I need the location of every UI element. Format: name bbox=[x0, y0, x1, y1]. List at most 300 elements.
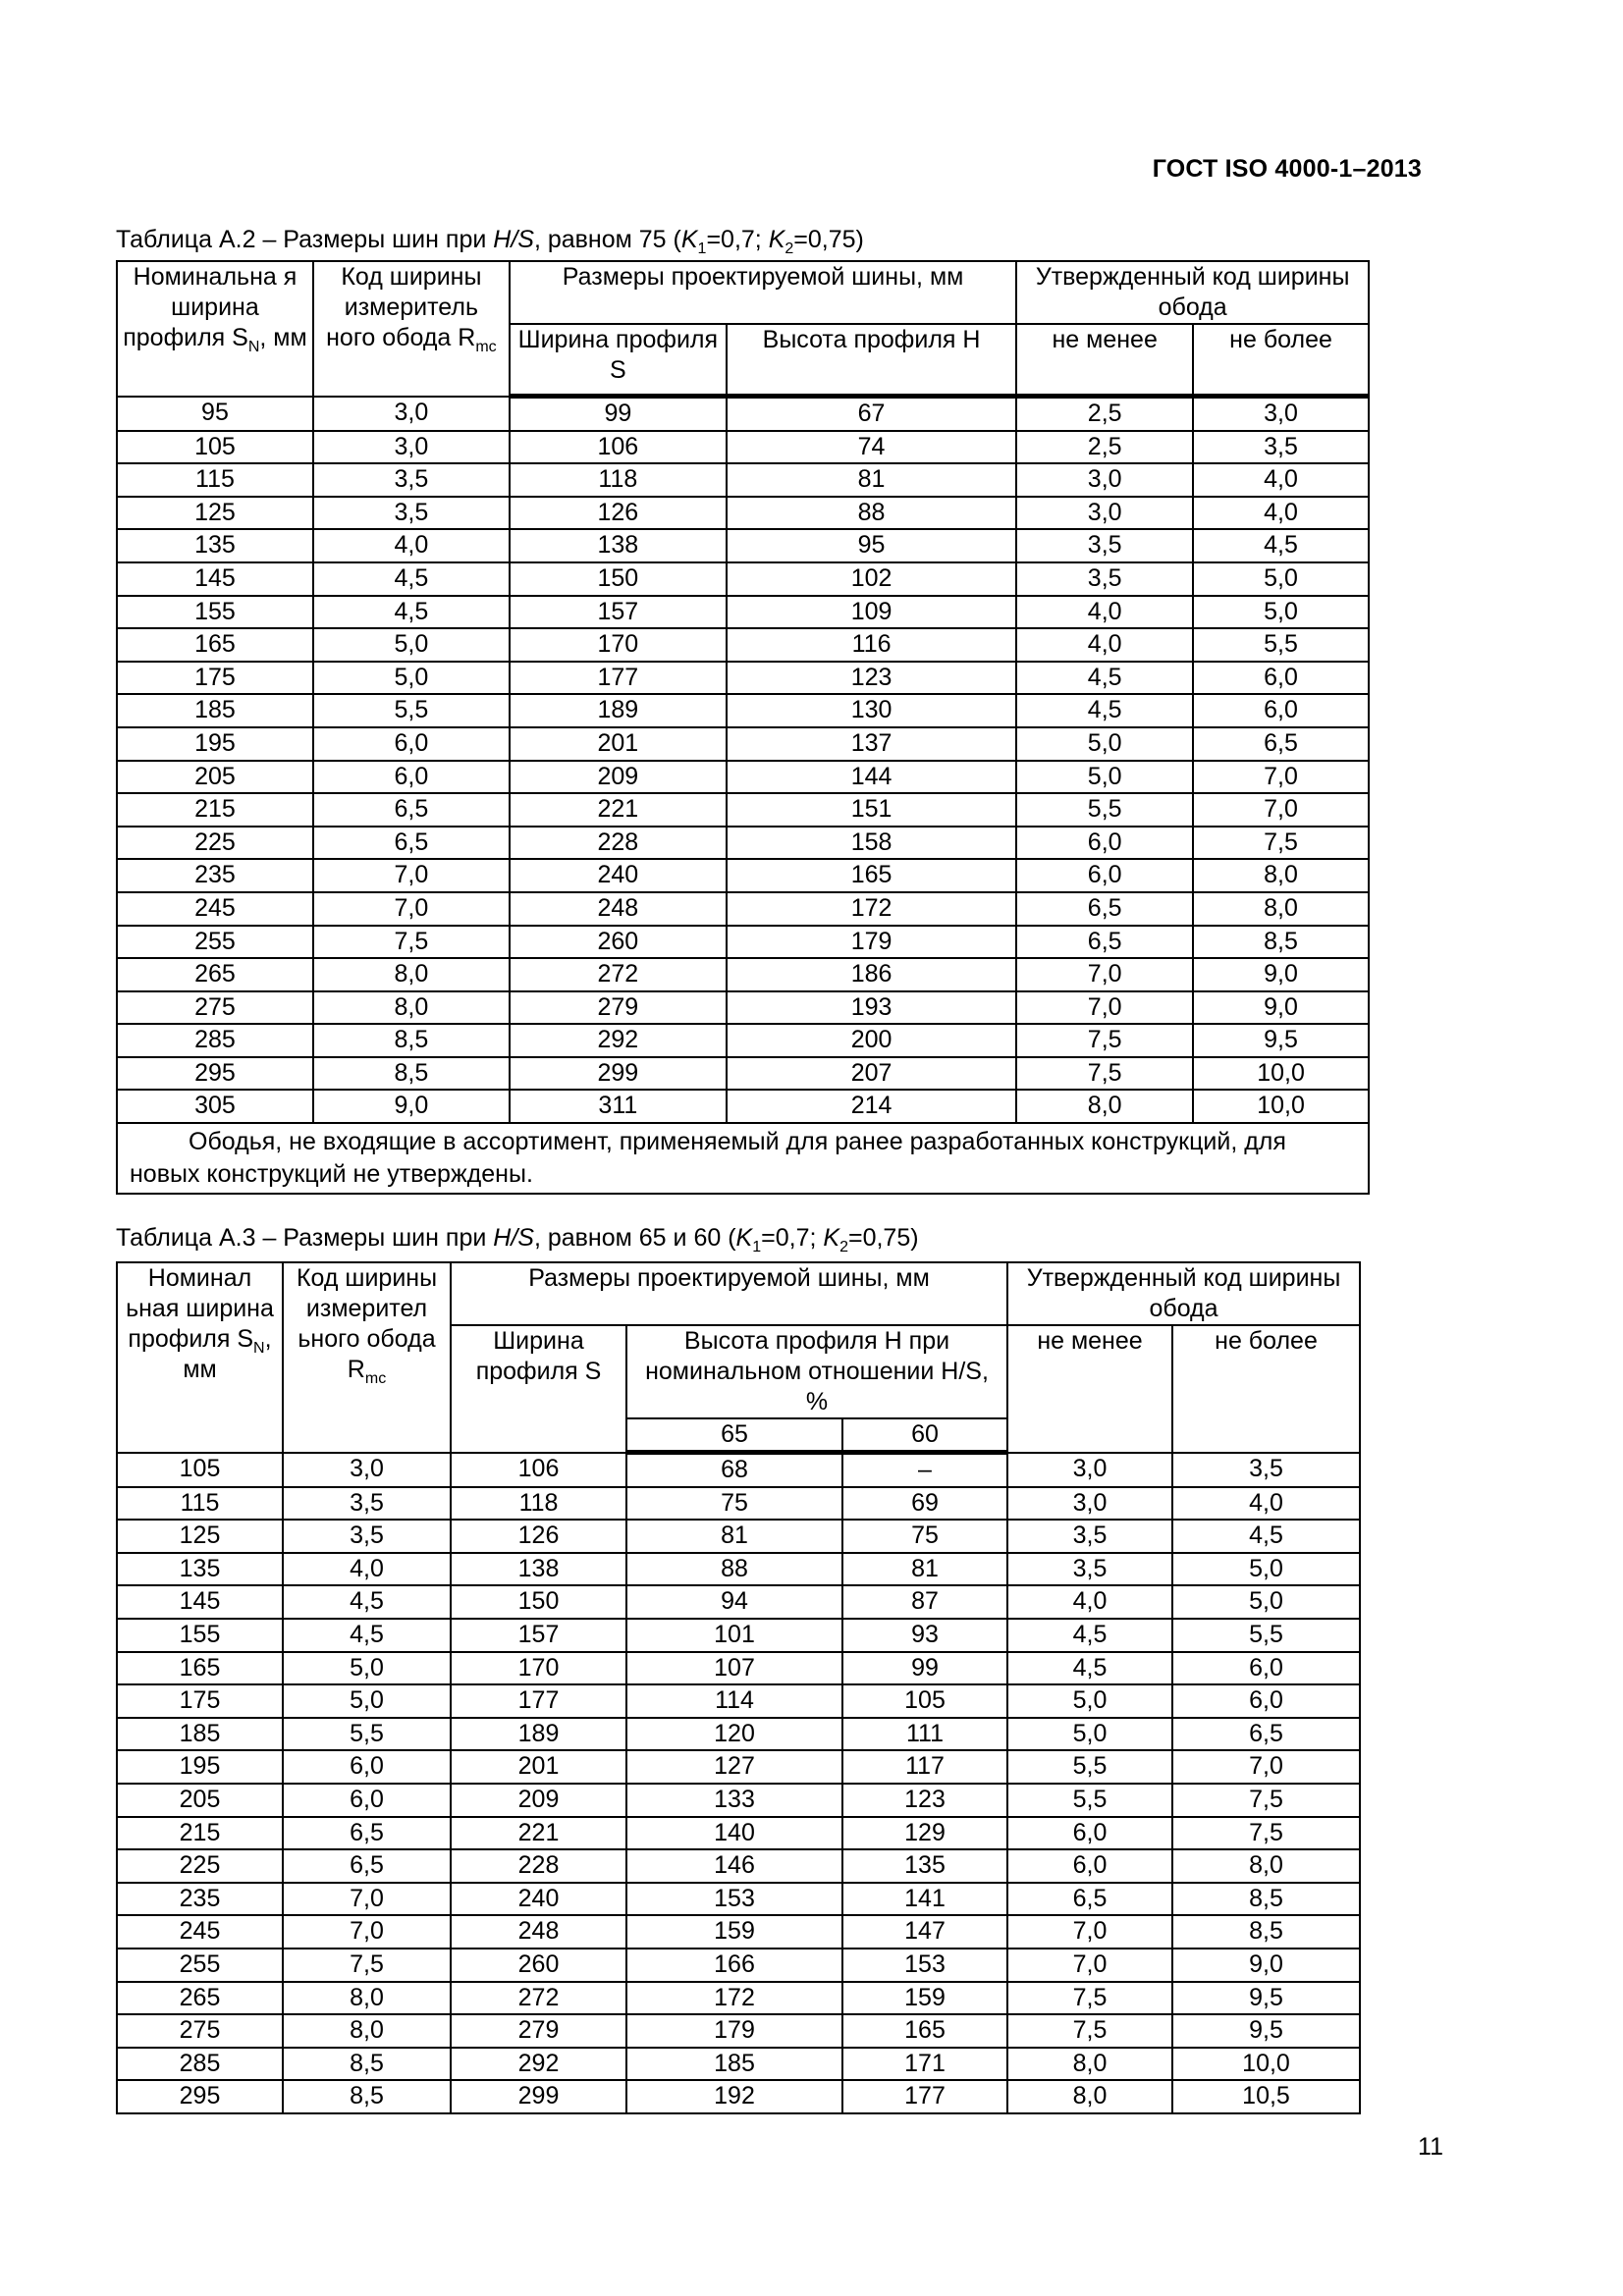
table-cell: 9,0 bbox=[1193, 958, 1369, 991]
table-cell: 5,0 bbox=[1007, 1684, 1172, 1718]
table-cell: 99 bbox=[510, 397, 727, 431]
table-cell: 7,0 bbox=[1193, 761, 1369, 794]
table-row bbox=[117, 926, 1369, 959]
table-row bbox=[117, 1057, 1369, 1091]
table-cell: 87 bbox=[842, 1585, 1007, 1619]
table-row bbox=[117, 958, 1369, 991]
table-cell: 8,0 bbox=[313, 958, 510, 991]
table-cell: 3,5 bbox=[313, 497, 510, 530]
table-cell: 7,5 bbox=[1007, 1982, 1172, 2015]
table-cell: 5,0 bbox=[313, 662, 510, 695]
table-cell: 67 bbox=[727, 397, 1016, 431]
table-row bbox=[117, 827, 1369, 860]
table-cell: 6,5 bbox=[313, 793, 510, 827]
table-cell: 195 bbox=[117, 1750, 283, 1784]
table-row bbox=[117, 1883, 1360, 1916]
table-row bbox=[117, 431, 1369, 464]
table-cell: 101 bbox=[626, 1619, 842, 1652]
table-cell: 3,0 bbox=[313, 397, 510, 431]
table-cell: 81 bbox=[626, 1520, 842, 1553]
table-cell: 145 bbox=[117, 562, 313, 596]
table-cell: 4,0 bbox=[1172, 1487, 1360, 1521]
table-cell: 235 bbox=[117, 859, 313, 892]
table-cell: 150 bbox=[451, 1585, 626, 1619]
table-cell: 6,0 bbox=[1007, 1849, 1172, 1883]
table-cell: 205 bbox=[117, 1784, 283, 1817]
table-cell: 145 bbox=[117, 1585, 283, 1619]
table-row bbox=[117, 1619, 1360, 1652]
table-cell: 10,0 bbox=[1172, 2048, 1360, 2081]
document-header: ГОСТ ISO 4000-1–2013 bbox=[1152, 155, 1422, 183]
header-design-tire: Размеры проектируемой шины, мм bbox=[510, 261, 1016, 324]
table-cell: 201 bbox=[510, 727, 727, 761]
table-cell: 94 bbox=[626, 1585, 842, 1619]
table-row bbox=[117, 1585, 1360, 1619]
table-cell: 228 bbox=[451, 1849, 626, 1883]
table-cell: 114 bbox=[626, 1684, 842, 1718]
table-cell: 7,5 bbox=[283, 1949, 451, 1982]
table-cell: 99 bbox=[842, 1652, 1007, 1685]
table-cell: 88 bbox=[727, 497, 1016, 530]
table-cell: 123 bbox=[842, 1784, 1007, 1817]
table-cell: 5,5 bbox=[1016, 793, 1193, 827]
table-cell: 170 bbox=[510, 628, 727, 662]
table-cell: 175 bbox=[117, 1684, 283, 1718]
table-cell: 166 bbox=[626, 1949, 842, 1982]
table-cell: 107 bbox=[626, 1652, 842, 1685]
table-cell: 7,0 bbox=[1193, 793, 1369, 827]
table-cell: 185 bbox=[117, 694, 313, 727]
table-cell: 165 bbox=[727, 859, 1016, 892]
table-cell: 205 bbox=[117, 761, 313, 794]
table-cell: 6,0 bbox=[1016, 859, 1193, 892]
table-cell: 146 bbox=[626, 1849, 842, 1883]
table-row bbox=[117, 397, 1369, 431]
table-cell: 138 bbox=[451, 1553, 626, 1586]
table-cell: 5,0 bbox=[283, 1684, 451, 1718]
table-cell: 179 bbox=[626, 2014, 842, 2048]
table-cell: 305 bbox=[117, 1090, 313, 1123]
table-cell: 295 bbox=[117, 2080, 283, 2113]
table-cell: 8,5 bbox=[313, 1057, 510, 1091]
table-cell: 4,5 bbox=[313, 596, 510, 629]
header-nominal-width: Номинальна я ширина профиля $S_N$, мм bbox=[117, 261, 313, 397]
table-cell: 8,0 bbox=[313, 991, 510, 1025]
table-cell: 7,0 bbox=[313, 892, 510, 926]
table-a2 bbox=[116, 260, 1370, 1195]
table-a3 bbox=[116, 1261, 1361, 2114]
table-cell: 7,5 bbox=[1016, 1024, 1193, 1057]
table-cell: 6,0 bbox=[1016, 827, 1193, 860]
table-cell: 74 bbox=[727, 431, 1016, 464]
table-row bbox=[117, 1090, 1369, 1123]
table-cell: 255 bbox=[117, 926, 313, 959]
table-cell: 4,0 bbox=[313, 529, 510, 562]
table-cell: 9,0 bbox=[313, 1090, 510, 1123]
table-cell: 10,0 bbox=[1193, 1057, 1369, 1091]
table-cell: 106 bbox=[451, 1453, 626, 1487]
table-cell: 3,0 bbox=[1016, 463, 1193, 497]
table-cell: 4,5 bbox=[1016, 694, 1193, 727]
table-cell: 135 bbox=[117, 1553, 283, 1586]
table-cell: 8,0 bbox=[283, 1982, 451, 2015]
table-cell: 292 bbox=[510, 1024, 727, 1057]
table-cell: 95 bbox=[727, 529, 1016, 562]
table-row bbox=[117, 2048, 1360, 2081]
table-cell: 5,0 bbox=[313, 628, 510, 662]
table-cell: 6,5 bbox=[283, 1849, 451, 1883]
table-cell: 177 bbox=[451, 1684, 626, 1718]
table-cell: 68 bbox=[626, 1453, 842, 1487]
table-row bbox=[117, 2080, 1360, 2113]
table-cell: 10,5 bbox=[1172, 2080, 1360, 2113]
table-cell: 126 bbox=[451, 1520, 626, 1553]
table-row bbox=[117, 1915, 1360, 1949]
table-cell: 109 bbox=[727, 596, 1016, 629]
table-cell: 5,0 bbox=[283, 1652, 451, 1685]
table-cell: 240 bbox=[451, 1883, 626, 1916]
table-row bbox=[117, 2014, 1360, 2048]
table-cell: 4,5 bbox=[1007, 1619, 1172, 1652]
header-section-width: Ширина профиля S bbox=[510, 324, 727, 397]
table-row bbox=[117, 1553, 1360, 1586]
table-cell: 9,0 bbox=[1172, 1949, 1360, 1982]
table-cell: 3,5 bbox=[1007, 1520, 1172, 1553]
table-cell: 9,0 bbox=[1193, 991, 1369, 1025]
table-cell: 5,5 bbox=[1193, 628, 1369, 662]
table-cell: 235 bbox=[117, 1883, 283, 1916]
table-cell: 140 bbox=[626, 1817, 842, 1850]
table-note bbox=[117, 1123, 1369, 1194]
table-cell: 95 bbox=[117, 397, 313, 431]
table-cell: 207 bbox=[727, 1057, 1016, 1091]
table-cell: 172 bbox=[727, 892, 1016, 926]
table-cell: 115 bbox=[117, 1487, 283, 1521]
table-cell: 195 bbox=[117, 727, 313, 761]
table-cell: 135 bbox=[117, 529, 313, 562]
table-cell: 8,0 bbox=[1172, 1849, 1360, 1883]
header-rim-code: Код ширины измеритель ного обода $R_{mc}$ bbox=[313, 261, 510, 397]
table-row bbox=[117, 1750, 1360, 1784]
table-cell: 6,0 bbox=[1193, 694, 1369, 727]
table-row bbox=[117, 1982, 1360, 2015]
table-row bbox=[117, 1684, 1360, 1718]
table-cell: 265 bbox=[117, 958, 313, 991]
table-cell: 6,0 bbox=[313, 761, 510, 794]
page-number: 11 bbox=[1418, 2133, 1443, 2161]
table-cell: 275 bbox=[117, 2014, 283, 2048]
table-cell: 292 bbox=[451, 2048, 626, 2081]
table-row bbox=[117, 662, 1369, 695]
table-cell: – bbox=[842, 1453, 1007, 1487]
table-cell: 3,5 bbox=[283, 1520, 451, 1553]
table-note-text: Ободья, не входящие в ассортимент, применяемый для ранее разработанных конструкций, для новых конструкций не утверждены. bbox=[130, 1128, 1286, 1189]
table-cell: 4,5 bbox=[283, 1619, 451, 1652]
table-cell: 8,5 bbox=[313, 1024, 510, 1057]
table-cell: 2,5 bbox=[1016, 431, 1193, 464]
table-cell: 265 bbox=[117, 1982, 283, 2015]
table-cell: 5,5 bbox=[313, 694, 510, 727]
table-cell: 8,0 bbox=[1007, 2080, 1172, 2113]
table-cell: 272 bbox=[451, 1982, 626, 2015]
table-cell: 144 bbox=[727, 761, 1016, 794]
table-row bbox=[117, 529, 1369, 562]
table-cell: 6,5 bbox=[1007, 1883, 1172, 1916]
header-section-height: Высота профиля H при номинальном отношении H/S, % bbox=[626, 1325, 1007, 1418]
table-cell: 8,0 bbox=[1193, 892, 1369, 926]
table-cell: 6,5 bbox=[1193, 727, 1369, 761]
header-section-width: Ширина профиля S bbox=[451, 1325, 626, 1453]
table-cell: 3,0 bbox=[1193, 397, 1369, 431]
table-cell: 189 bbox=[510, 694, 727, 727]
table-cell: 221 bbox=[451, 1817, 626, 1850]
header-approved-rim: Утвержденный код ширины обода bbox=[1016, 261, 1369, 324]
table-cell: 214 bbox=[727, 1090, 1016, 1123]
table-cell: 8,5 bbox=[283, 2080, 451, 2113]
header-min: не менее bbox=[1016, 324, 1193, 397]
table-cell: 165 bbox=[117, 1652, 283, 1685]
table-cell: 153 bbox=[842, 1949, 1007, 1982]
table-cell: 4,5 bbox=[283, 1585, 451, 1619]
table-cell: 6,5 bbox=[313, 827, 510, 860]
table-cell: 179 bbox=[727, 926, 1016, 959]
table-cell: 6,5 bbox=[1016, 926, 1193, 959]
table-cell: 93 bbox=[842, 1619, 1007, 1652]
table-cell: 8,5 bbox=[1193, 926, 1369, 959]
header-nominal-width: Номинал ьная ширина профиля $S_N$, мм bbox=[117, 1262, 283, 1453]
table-cell: 6,0 bbox=[1172, 1652, 1360, 1685]
table-cell: 5,0 bbox=[1016, 761, 1193, 794]
table-row bbox=[117, 628, 1369, 662]
table-cell: 75 bbox=[626, 1487, 842, 1521]
table-cell: 5,5 bbox=[283, 1718, 451, 1751]
table-cell: 4,5 bbox=[313, 562, 510, 596]
table-cell: 137 bbox=[727, 727, 1016, 761]
table-cell: 7,0 bbox=[1172, 1750, 1360, 1784]
table-a3-caption: Таблица А.3 – Размеры шин при H/S, равном 65 и 60 ($K_1=0,7$; $K_2=0,75$) bbox=[116, 1224, 919, 1255]
table-cell: 165 bbox=[842, 2014, 1007, 2048]
table-cell: 225 bbox=[117, 1849, 283, 1883]
table-cell: 135 bbox=[842, 1849, 1007, 1883]
table-row bbox=[117, 991, 1369, 1025]
header-min: не менее bbox=[1007, 1325, 1172, 1453]
table-cell: 106 bbox=[510, 431, 727, 464]
table-cell: 7,0 bbox=[283, 1883, 451, 1916]
table-cell: 6,0 bbox=[1193, 662, 1369, 695]
header-ratio-60: 60 bbox=[842, 1418, 1007, 1453]
table-cell: 6,0 bbox=[283, 1784, 451, 1817]
table-cell: 147 bbox=[842, 1915, 1007, 1949]
table-cell: 3,5 bbox=[1016, 562, 1193, 596]
table-cell: 117 bbox=[842, 1750, 1007, 1784]
header-rim-code: Код ширины измерител ьного обода $R_{mc}$ bbox=[283, 1262, 451, 1453]
table-cell: 3,0 bbox=[1016, 497, 1193, 530]
table-a3-body bbox=[117, 1453, 1360, 2113]
table-cell: 157 bbox=[451, 1619, 626, 1652]
table-cell: 279 bbox=[451, 2014, 626, 2048]
table-cell: 185 bbox=[117, 1718, 283, 1751]
table-cell: 116 bbox=[727, 628, 1016, 662]
table-row bbox=[117, 694, 1369, 727]
table-cell: 9,5 bbox=[1172, 2014, 1360, 2048]
table-cell: 201 bbox=[451, 1750, 626, 1784]
header-max: не более bbox=[1172, 1325, 1360, 1453]
table-cell: 248 bbox=[451, 1915, 626, 1949]
table-cell: 6,0 bbox=[313, 727, 510, 761]
table-cell: 175 bbox=[117, 662, 313, 695]
table-cell: 228 bbox=[510, 827, 727, 860]
table-cell: 8,5 bbox=[1172, 1915, 1360, 1949]
table-cell: 123 bbox=[727, 662, 1016, 695]
table-cell: 5,0 bbox=[1193, 596, 1369, 629]
table-cell: 118 bbox=[451, 1487, 626, 1521]
table-cell: 129 bbox=[842, 1817, 1007, 1850]
table-a2-caption: Таблица А.2 – Размеры шин при H/S, равном 75 ($K_1=0,7$; $K_2=0,75$) bbox=[116, 226, 864, 257]
table-cell: 275 bbox=[117, 991, 313, 1025]
table-cell: 8,5 bbox=[283, 2048, 451, 2081]
header-design-tire: Размеры проектируемой шины, мм bbox=[451, 1262, 1007, 1325]
table-cell: 299 bbox=[510, 1057, 727, 1091]
table-cell: 159 bbox=[626, 1915, 842, 1949]
table-cell: 69 bbox=[842, 1487, 1007, 1521]
table-cell: 185 bbox=[626, 2048, 842, 2081]
table-cell: 260 bbox=[510, 926, 727, 959]
table-cell: 3,5 bbox=[313, 463, 510, 497]
table-cell: 240 bbox=[510, 859, 727, 892]
table-cell: 5,5 bbox=[1007, 1750, 1172, 1784]
table-cell: 5,5 bbox=[1172, 1619, 1360, 1652]
table-row bbox=[117, 1024, 1369, 1057]
table-row bbox=[117, 761, 1369, 794]
table-cell: 5,0 bbox=[1007, 1718, 1172, 1751]
table-cell: 7,0 bbox=[1007, 1915, 1172, 1949]
table-cell: 7,5 bbox=[1172, 1817, 1360, 1850]
table-cell: 6,0 bbox=[283, 1750, 451, 1784]
table-cell: 172 bbox=[626, 1982, 842, 2015]
table-cell: 8,0 bbox=[283, 2014, 451, 2048]
table-cell: 6,0 bbox=[1007, 1817, 1172, 1850]
table-cell: 10,0 bbox=[1193, 1090, 1369, 1123]
table-row bbox=[117, 859, 1369, 892]
table-cell: 215 bbox=[117, 1817, 283, 1850]
table-cell: 4,5 bbox=[1172, 1520, 1360, 1553]
table-cell: 3,0 bbox=[313, 431, 510, 464]
table-cell: 3,5 bbox=[1007, 1553, 1172, 1586]
table-cell: 7,0 bbox=[1016, 991, 1193, 1025]
table-cell: 105 bbox=[842, 1684, 1007, 1718]
table-cell: 4,0 bbox=[1016, 628, 1193, 662]
table-row bbox=[117, 1652, 1360, 1685]
table-cell: 7,0 bbox=[1016, 958, 1193, 991]
table-cell: 8,0 bbox=[1007, 2048, 1172, 2081]
table-cell: 3,5 bbox=[1172, 1453, 1360, 1487]
table-cell: 5,0 bbox=[1172, 1585, 1360, 1619]
table-cell: 177 bbox=[842, 2080, 1007, 2113]
table-cell: 126 bbox=[510, 497, 727, 530]
table-cell: 125 bbox=[117, 497, 313, 530]
table-cell: 105 bbox=[117, 1453, 283, 1487]
table-cell: 102 bbox=[727, 562, 1016, 596]
table-cell: 9,5 bbox=[1193, 1024, 1369, 1057]
table-row bbox=[117, 892, 1369, 926]
table-cell: 133 bbox=[626, 1784, 842, 1817]
table-cell: 7,5 bbox=[313, 926, 510, 959]
table-cell: 4,0 bbox=[1193, 497, 1369, 530]
table-cell: 5,5 bbox=[1007, 1784, 1172, 1817]
table-row bbox=[117, 463, 1369, 497]
table-cell: 245 bbox=[117, 1915, 283, 1949]
table-cell: 299 bbox=[451, 2080, 626, 2113]
table-row bbox=[117, 497, 1369, 530]
table-cell: 88 bbox=[626, 1553, 842, 1586]
table-cell: 130 bbox=[727, 694, 1016, 727]
table-cell: 255 bbox=[117, 1949, 283, 1982]
table-cell: 260 bbox=[451, 1949, 626, 1982]
table-cell: 4,0 bbox=[283, 1553, 451, 1586]
table-cell: 6,5 bbox=[1016, 892, 1193, 926]
table-cell: 3,5 bbox=[1016, 529, 1193, 562]
header-section-height: Высота профиля H bbox=[727, 324, 1016, 397]
table-cell: 165 bbox=[117, 628, 313, 662]
table-cell: 105 bbox=[117, 431, 313, 464]
table-cell: 209 bbox=[510, 761, 727, 794]
table-note-row bbox=[117, 1123, 1369, 1194]
table-row bbox=[117, 1487, 1360, 1521]
table-cell: 3,0 bbox=[283, 1453, 451, 1487]
table-cell: 295 bbox=[117, 1057, 313, 1091]
table-cell: 120 bbox=[626, 1718, 842, 1751]
table-cell: 3,0 bbox=[1007, 1487, 1172, 1521]
table-a2-body bbox=[117, 397, 1369, 1195]
table-cell: 157 bbox=[510, 596, 727, 629]
table-cell: 279 bbox=[510, 991, 727, 1025]
table-cell: 7,5 bbox=[1193, 827, 1369, 860]
table-cell: 186 bbox=[727, 958, 1016, 991]
table-cell: 111 bbox=[842, 1718, 1007, 1751]
table-cell: 5,0 bbox=[1193, 562, 1369, 596]
table-cell: 4,5 bbox=[1016, 662, 1193, 695]
table-cell: 118 bbox=[510, 463, 727, 497]
table-cell: 158 bbox=[727, 827, 1016, 860]
table-row bbox=[117, 1718, 1360, 1751]
table-row bbox=[117, 1949, 1360, 1982]
table-cell: 9,5 bbox=[1172, 1982, 1360, 2015]
header-approved-rim: Утвержденный код ширины обода bbox=[1007, 1262, 1360, 1325]
table-cell: 5,0 bbox=[1016, 727, 1193, 761]
table-cell: 7,0 bbox=[313, 859, 510, 892]
table-cell: 171 bbox=[842, 2048, 1007, 2081]
table-cell: 285 bbox=[117, 1024, 313, 1057]
table-cell: 193 bbox=[727, 991, 1016, 1025]
table-cell: 6,5 bbox=[283, 1817, 451, 1850]
table-cell: 245 bbox=[117, 892, 313, 926]
table-row bbox=[117, 562, 1369, 596]
table-cell: 7,0 bbox=[1007, 1949, 1172, 1982]
table-cell: 311 bbox=[510, 1090, 727, 1123]
table-cell: 155 bbox=[117, 1619, 283, 1652]
table-cell: 2,5 bbox=[1016, 397, 1193, 431]
table-cell: 209 bbox=[451, 1784, 626, 1817]
table-cell: 8,0 bbox=[1193, 859, 1369, 892]
table-cell: 248 bbox=[510, 892, 727, 926]
table-cell: 115 bbox=[117, 463, 313, 497]
table-cell: 153 bbox=[626, 1883, 842, 1916]
table-cell: 285 bbox=[117, 2048, 283, 2081]
table-cell: 4,0 bbox=[1193, 463, 1369, 497]
table-cell: 151 bbox=[727, 793, 1016, 827]
table-cell: 4,5 bbox=[1193, 529, 1369, 562]
table-cell: 200 bbox=[727, 1024, 1016, 1057]
